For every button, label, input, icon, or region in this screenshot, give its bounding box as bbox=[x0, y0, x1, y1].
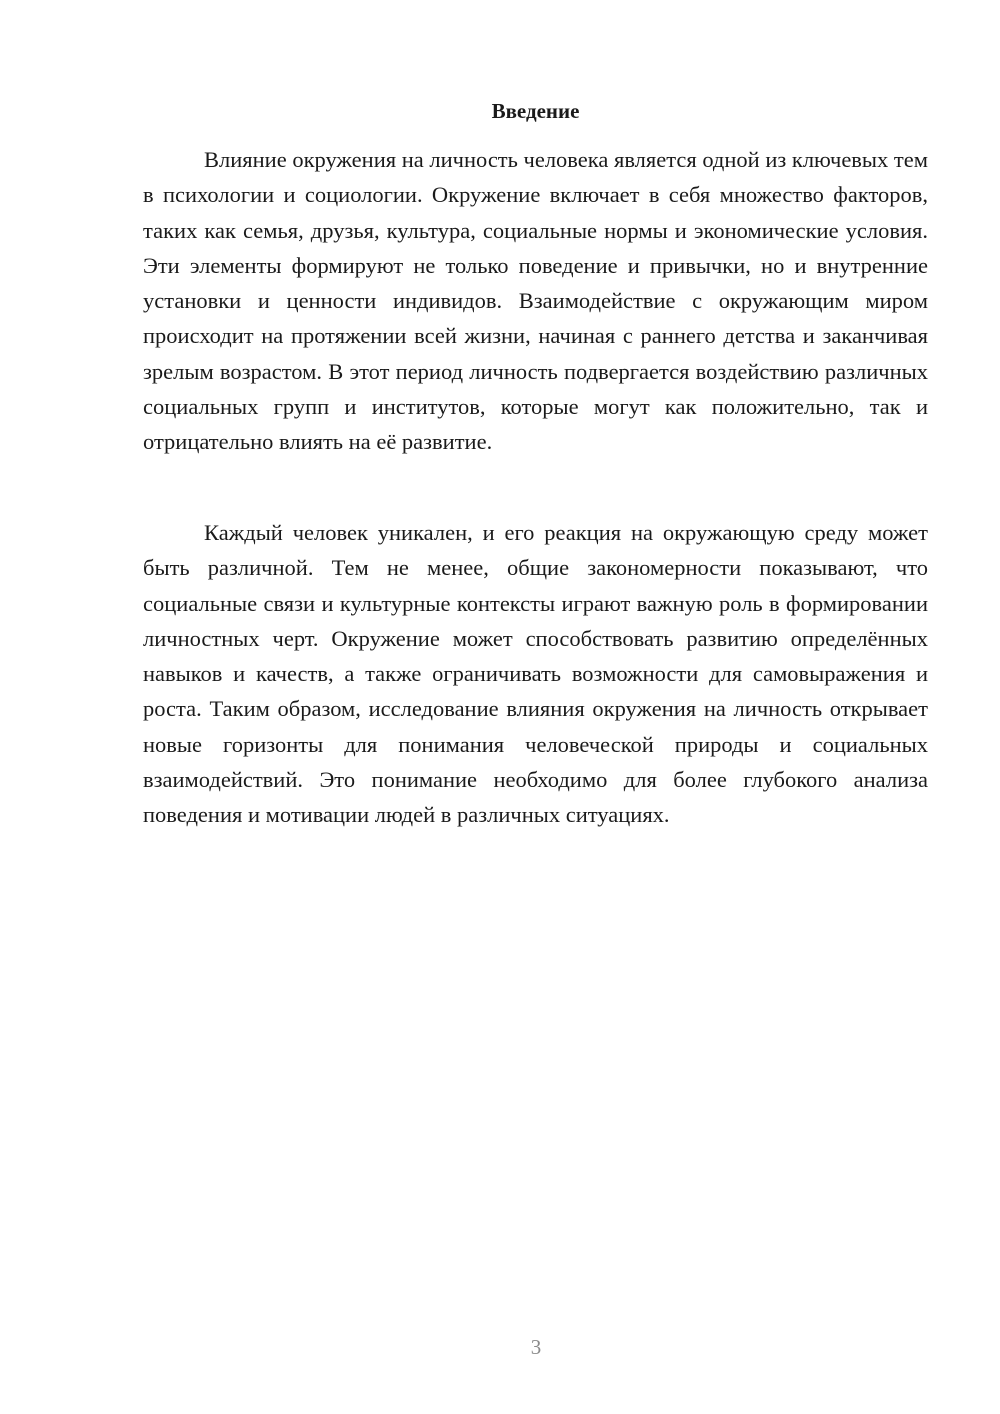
paragraph-intro: Влияние окружения на личность человека является одной из ключевых тем в психологии и социологии. Окружение включает в себя множество факторов, таких как семья, друзья, культура, социальные нормы и экономические условия. Эти элементы формируют не только поведение и привычки, но и внутренние установки и ценности индивидов. Взаимодействие с окружающим миром происходит на протяжении всей жизни, начиная с раннего детства и заканчивая зрелым возрастом. В этот период личность подвергается воздействию различных социальных групп и институтов, которые могут как положительно, так и отрицательно влиять на её развитие. bbox=[143, 147, 928, 455]
page-number: 3 bbox=[530, 1335, 542, 1359]
section-heading: Введение bbox=[491, 99, 580, 123]
paragraph-second: Каждый человек уникален, и его реакция на окружающую среду может быть различной. Тем не менее, общие закономерности показывают, что социальные связи и культурные контексты играют важную роль в формировании личностных черт. Окружение может способствовать развитию определённых навыков и качеств, а также ограничивать возможности для самовыражения и роста. Таким образом, исследование влияния окружения на личность открывает новые горизонты для понимания человеческой природы и социальных взаимодействий. Это понимание необходимо для более глубокого анализа поведения и мотивации людей в различных ситуациях. bbox=[143, 520, 928, 828]
